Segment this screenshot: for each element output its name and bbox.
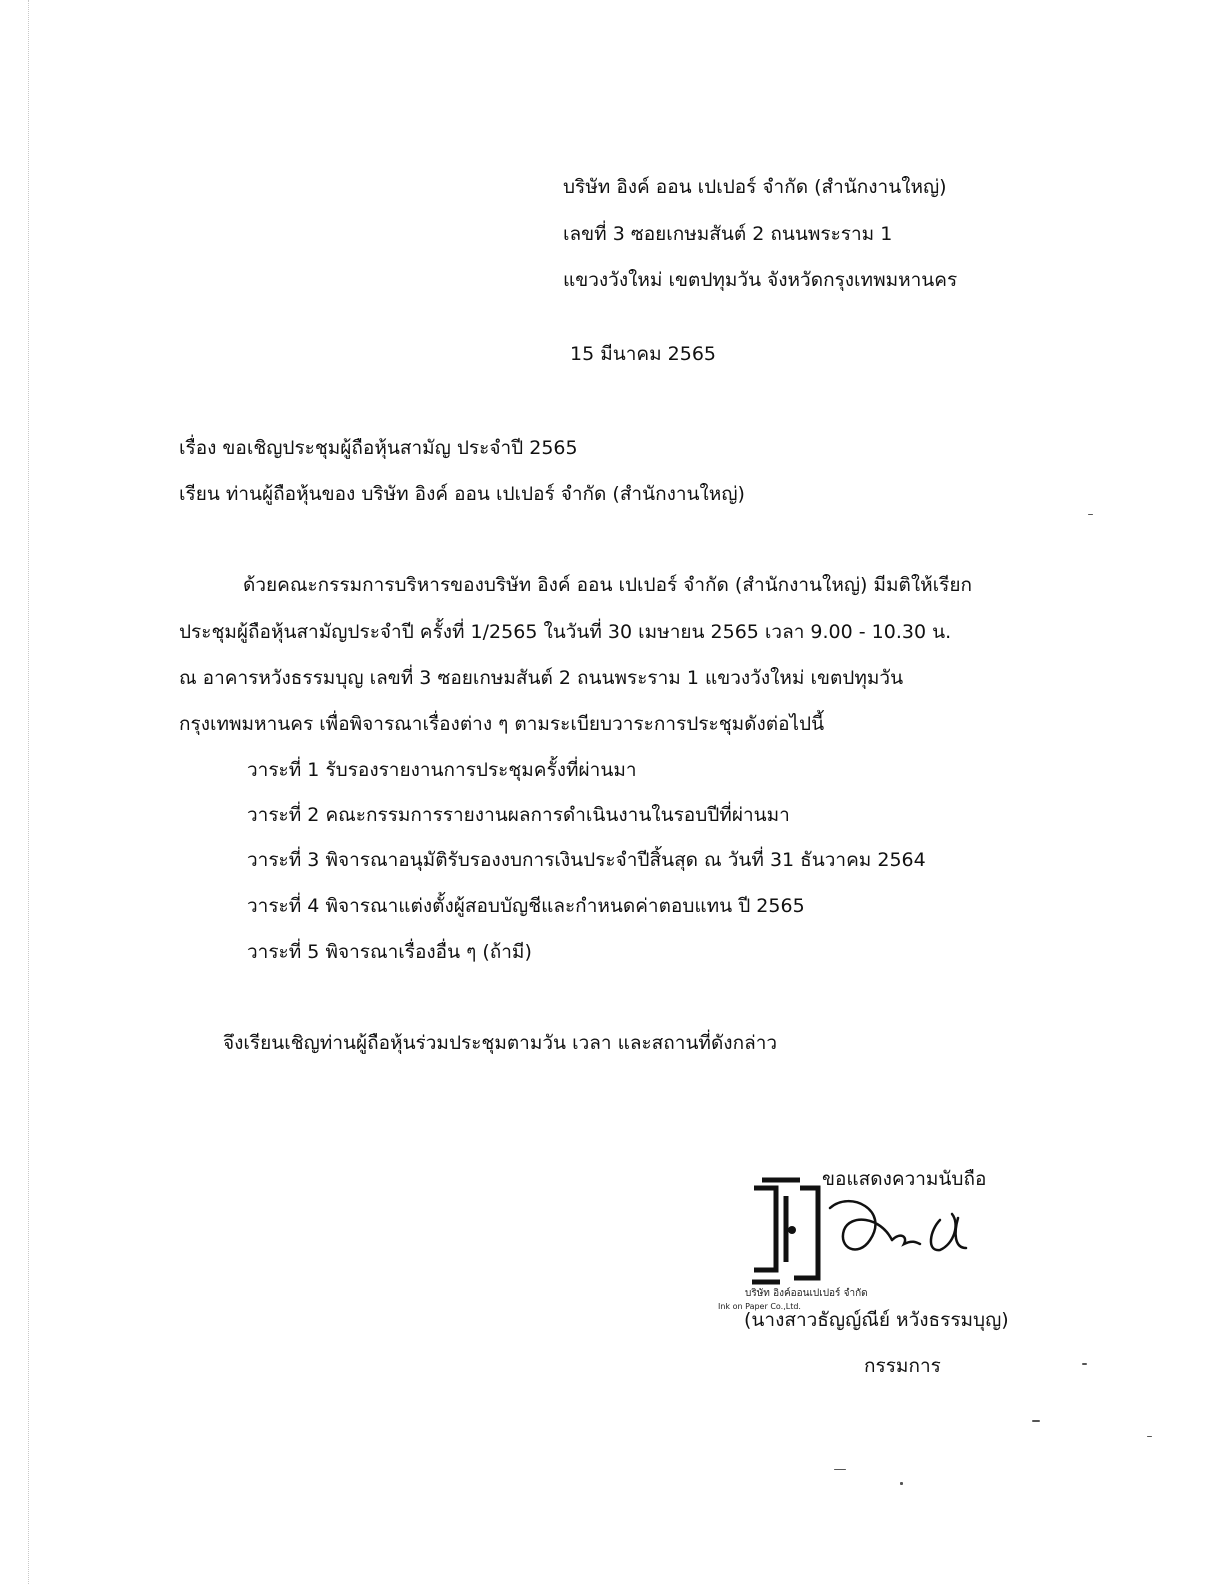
agenda-item-2: วาระที่ 2 คณะกรรมการรายงานผลการดำเนินงานในรอบปีที่ผ่านมา	[247, 804, 790, 826]
body-line-4: กรุงเทพมหานคร เพื่อพิจารณาเรื่องต่าง ๆ ตามระเบียบวาระการประชุมดังต่อไปนี้	[179, 713, 825, 735]
stamp-company-name: บริษัท อิงค์ออนเปเปอร์ จำกัด	[745, 1288, 868, 1299]
body-line-2: ประชุมผู้ถือหุ้นสามัญประจำปี ครั้งที่ 1/2565 ในวันที่ 30 เมษายน 2565 เวลา 9.00 - 10.30 น.	[179, 621, 952, 643]
scan-edge	[28, 0, 29, 1584]
letter-recipient: เรียน ท่านผู้ถือหุ้นของ บริษัท อิงค์ ออน เปเปอร์ จำกัด (สำนักงานใหญ่)	[179, 483, 745, 505]
scan-speck	[1082, 1363, 1087, 1365]
sender-company: บริษัท อิงค์ ออน เปเปอร์ จำกัด (สำนักงานใหญ่)	[563, 176, 947, 198]
scan-speck	[900, 1482, 903, 1485]
company-logo-stamp	[752, 1180, 818, 1282]
agenda-item-4: วาระที่ 4 พิจารณาแต่งตั้งผู้สอบบัญชีและกำหนดค่าตอบแทน ปี 2565	[247, 895, 805, 917]
scan-speck	[1032, 1420, 1040, 1422]
sender-address-line2: แขวงวังใหม่ เขตปทุมวัน จังหวัดกรุงเทพมหานคร	[563, 269, 958, 291]
scan-speck	[1088, 514, 1093, 515]
signatory-name: (นางสาวธัญญ์ณีย์ หวังธรรมบุญ)	[744, 1309, 1009, 1331]
agenda-item-1: วาระที่ 1 รับรองรายงานการประชุมครั้งที่ผ่านมา	[247, 759, 637, 781]
body-line-3: ณ อาคารหวังธรรมบุญ เลขที่ 3 ซอยเกษมสันต์ 2 ถนนพระราม 1 แขวงวังใหม่ เขตปทุมวัน	[179, 667, 904, 689]
scan-speck	[834, 1469, 846, 1470]
company-stamp-and-signature	[740, 1170, 1000, 1300]
agenda-item-3: วาระที่ 3 พิจารณาอนุมัติรับรองงบการเงินประจำปีสิ้นสุด ณ วันที่ 31 ธันวาคม 2564	[247, 849, 926, 871]
closing-sentence: จึงเรียนเชิญท่านผู้ถือหุ้นร่วมประชุมตามวัน เวลา และสถานที่ดังกล่าว	[223, 1032, 778, 1054]
stamp-company-name-en: Ink on Paper Co.,Ltd.	[718, 1302, 801, 1311]
sender-address-line1: เลขที่ 3 ซอยเกษมสันต์ 2 ถนนพระราม 1	[563, 223, 893, 245]
handwritten-signature	[830, 1201, 966, 1250]
agenda-item-5: วาระที่ 5 พิจารณาเรื่องอื่น ๆ (ถ้ามี)	[247, 941, 532, 963]
letter-subject: เรื่อง ขอเชิญประชุมผู้ถือหุ้นสามัญ ประจำปี 2565	[179, 437, 578, 459]
letter-date: 15 มีนาคม 2565	[570, 343, 717, 365]
regards-text: ขอแสดงความนับถือ	[822, 1168, 987, 1190]
signatory-title: กรรมการ	[864, 1355, 941, 1377]
scan-speck	[1147, 1436, 1152, 1437]
body-line-1: ด้วยคณะกรรมการบริหารของบริษัท อิงค์ ออน เปเปอร์ จำกัด (สำนักงานใหญ่) มีมติให้เรียก	[243, 574, 973, 596]
stamp-dot	[788, 1226, 796, 1234]
